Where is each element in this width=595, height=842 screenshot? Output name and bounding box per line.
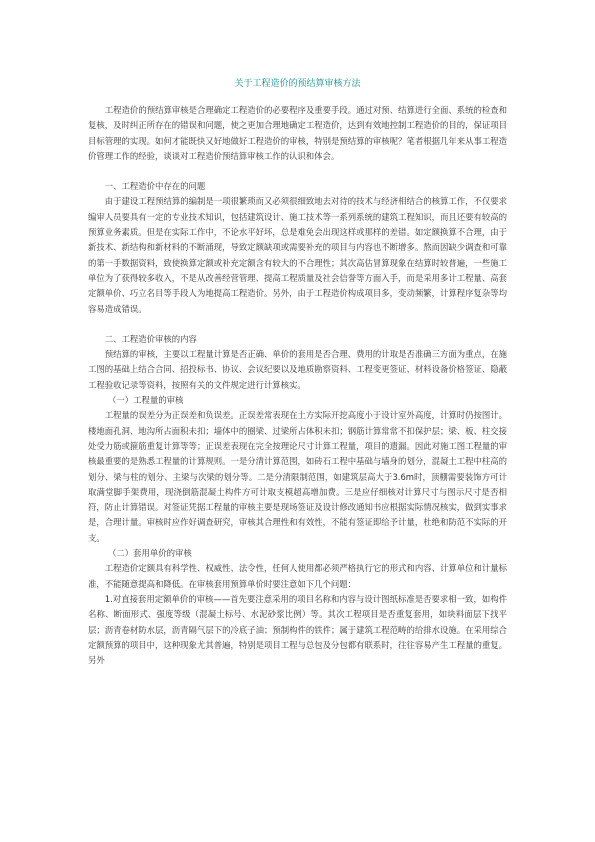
subsection1-heading: （一）工程量的审核 [108, 395, 184, 406]
subsection2-heading: （二）套用单价的审核 [108, 548, 192, 559]
section2-paragraph: 预结算的审核，主要以工程量计算是否正确、单价的套用是否合理、费用的计取是否准确三方面为重点，在施工图的基础上结合合同、招投标书、协议、会议纪要以及地质勘察资料、工程变更签证、材料设备价格签证、隐蔽工程验收记录等资料，按照有关的文件规定进行计算核实。 [88, 349, 507, 390]
section1-heading: 一、工程造价中存在的问题 [104, 181, 206, 192]
paragraph-gap [88, 164, 507, 179]
section1-paragraph: 由于建设工程预结算的编制是一项很繁琐而又必须很细致地去对待的技术与经济相结合的核算工作，不仅要求编审人员要具有一定的专业技术知识，包括建筑设计、施工技术等一系列系统的建筑工程知识，而且还要有较高的预算业务素质。但是在实际工作中，不论水平好坏，总是难免会出现这样或那样的差错。如定额换算不合理，由于新技术、新结构和新材料的不断涌现，导致定额缺项或需要补充的项目与内容也不断增多。熬而因缺少调查和可靠的第一手数据资料，致使换算定额或补充定额含有较大的不合理性；其次高估冒算现象在结算时较普遍，一些施工单位为了获得较多收入，不是从改善经营管理、提高工程质量及社会信誉等方面入手，而是采用多计工程量、高套定额单价、巧立名目等手段人为地提高工程造价。另外，由于工程造价构成项目多，变动频繁，计算程序复杂等均容易造成错误。 [88, 196, 507, 314]
intro-paragraph: 工程造价的预结算审核是合理确定工程造价的必要程序及重要手段。通过对预、结算进行全面、系统的检查和复核，及时纠正所存在的错误和问题，使之更加合理地确定工程造价，达到有效地控制工程造价的目的，保证项目目标管理的实现。如何才能既快又好地做好工程造价的审核，特别是预结算的审核呢？笔者根据几年来从事工程造价管理工作的经验，谈谈对工程造价预结算审核工作的认识和体会。 [88, 105, 507, 161]
section2-heading: 二、工程造价审核的内容 [104, 333, 197, 344]
item1-paragraph: 1.对直接套用定额单价的审核——首先要注意采用的项目名称和内容与设计图纸标准是否要求相一致，如构件名称、断面形式、强度等级（混凝土标号、水泥砂浆比例）等。其次工程项目是否重复套用，如块料面层下找平层；沥青卷材防水层，沥青隔气层下的冷底子油；预制构件的铁件；属于建筑工程范畴的给排水设施。在采用综合定额预算的项目中，这种现象尤其普遍，特别是项目工程与总包及分包都有联系时，往往容易产生工程量的重复。另外 [88, 593, 507, 666]
subsection2-paragraph: 工程造价定额具有科学性、权威性、法令性，任何人使用都必须严格执行它的形式和内容、计算单位和计量标准，不能随意提高和降低。在审核套用预算单价时要注意如下几个问题： [88, 563, 507, 589]
document-title: 关于工程造价的预结算审核方法 [234, 79, 361, 89]
paragraph-gap [88, 317, 507, 332]
subsection1-paragraph: 工程量的误差分为正误差和负误差。正误差常表现在土方实际开挖高度小于设计室外高度，计算时仍按图计。楼地面孔洞、地沟所占面积未扣；墙体中的圈梁、过梁所占体积未扣；钢筋计算常常不扣保护层；梁、板、柱交接处受力筋或箍筋重复计算等等；正误差表现在完全按理论尺寸计算工程量，项目的遗漏。因此对施工图工程量的审核最重要的是熟悉工程量的计算规则。一是分清计算范围，如砖石工程中基础与墙身的划分，混凝土工程中柱高的划分、梁与柱的划分、主梁与次梁的划分等。二是分清限制范围，如建筑层高大于3.6m时，顶棚需要装饰方可计取满堂脚手架费用，现浇倒筋混凝土构件方可计取支模超高增加费。三是应仔细核对计算尺寸与图示尺寸是否相符，防止计算错误。对签证凭据工程量的审核主要是现场签证及设计修改通知书应根据实际情况核实，做到实事求是，合理计量。审核时应作好调查研究，审核其合理性和有效性，不能有签证即给予计量，杜绝和防范不实际的开支。 [88, 410, 507, 543]
